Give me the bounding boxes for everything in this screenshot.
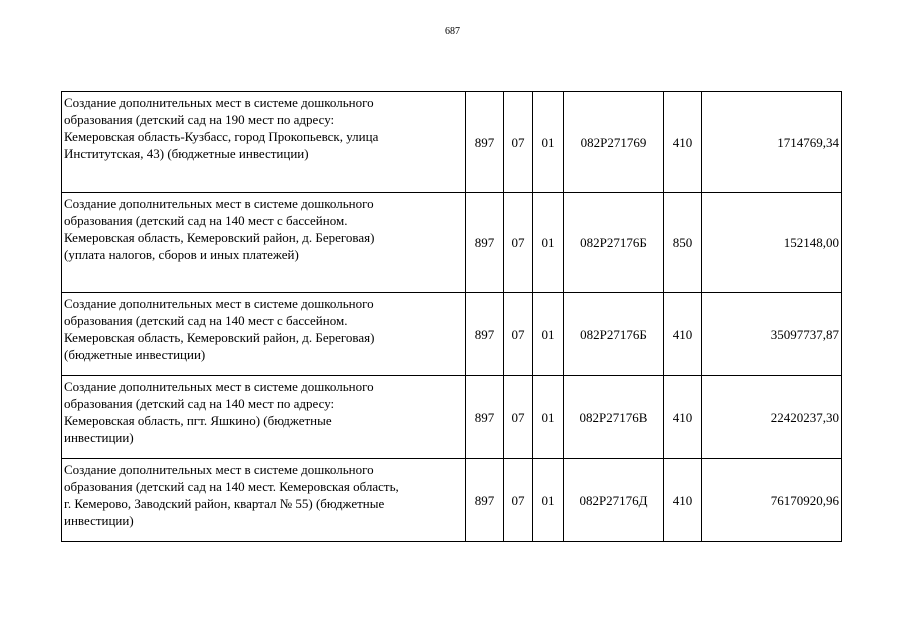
expense-type-cell: 410 <box>664 92 702 193</box>
description-line: Кемеровская область-Кузбасс, город Прокопьевск, улица <box>64 129 379 144</box>
table-row <box>62 459 842 542</box>
amount-cell: 22420237,30 <box>702 376 842 459</box>
expense-type-cell: 410 <box>664 293 702 376</box>
grbs-cell: 897 <box>466 193 504 293</box>
target-article-cell: 082P27176Б <box>564 293 664 376</box>
expense-type-cell: 410 <box>664 459 702 542</box>
description-line: Создание дополнительных мест в системе дошкольного <box>64 462 374 477</box>
description-cell <box>62 293 466 376</box>
amount-cell: 35097737,87 <box>702 293 842 376</box>
section-cell: 07 <box>504 376 533 459</box>
amount-cell: 152148,00 <box>702 193 842 293</box>
subsection-cell: 01 <box>533 376 564 459</box>
subsection-cell: 01 <box>533 92 564 193</box>
grbs-cell: 897 <box>466 92 504 193</box>
table-row <box>62 92 842 193</box>
description-line: Создание дополнительных мест в системе дошкольного <box>64 379 374 394</box>
description-cell <box>62 92 466 193</box>
target-article-cell: 082P271769 <box>564 92 664 193</box>
grbs-cell: 897 <box>466 376 504 459</box>
budget-table <box>61 91 842 542</box>
grbs-cell: 897 <box>466 293 504 376</box>
description-line: Создание дополнительных мест в системе дошкольного <box>64 296 374 311</box>
expense-type-cell: 850 <box>664 193 702 293</box>
target-article-cell: 082P27176Д <box>564 459 664 542</box>
description-cell <box>62 459 466 542</box>
description-line: г. Кемерово, Заводский район, квартал № 55) (бюджетные <box>64 496 385 511</box>
section-cell: 07 <box>504 459 533 542</box>
section-cell: 07 <box>504 92 533 193</box>
description-line: образования (детский сад на 190 мест по адресу: <box>64 112 335 127</box>
table-row <box>62 293 842 376</box>
description-line: инвестиции) <box>64 513 134 528</box>
expense-type-cell: 410 <box>664 376 702 459</box>
description-line: образования (детский сад на 140 мест. Кемеровская область, <box>64 479 399 494</box>
description-line: Кемеровская область, пгт. Яшкино) (бюджетные <box>64 413 332 428</box>
description-line: инвестиции) <box>64 430 134 445</box>
description-cell <box>62 376 466 459</box>
description-cell <box>62 193 466 293</box>
section-cell: 07 <box>504 293 533 376</box>
target-article-cell: 082P27176В <box>564 376 664 459</box>
section-cell: 07 <box>504 193 533 293</box>
description-line: образования (детский сад на 140 мест по адресу: <box>64 396 335 411</box>
target-article-cell: 082P27176Б <box>564 193 664 293</box>
table-row <box>62 193 842 293</box>
description-line: (бюджетные инвестиции) <box>64 347 206 362</box>
grbs-cell: 897 <box>466 459 504 542</box>
amount-cell: 1714769,34 <box>702 92 842 193</box>
description-line: Создание дополнительных мест в системе дошкольного <box>64 196 374 211</box>
description-line: Кемеровская область, Кемеровский район, д. Береговая) <box>64 330 375 345</box>
subsection-cell: 01 <box>533 193 564 293</box>
description-line: образования (детский сад на 140 мест с бассейном. <box>64 313 348 328</box>
description-line: Кемеровская область, Кемеровский район, д. Береговая) <box>64 230 375 245</box>
description-line: (уплата налогов, сборов и иных платежей) <box>64 247 299 262</box>
amount-cell: 76170920,96 <box>702 459 842 542</box>
description-line: Создание дополнительных мест в системе дошкольного <box>64 95 374 110</box>
description-line: Институтская, 43) (бюджетные инвестиции) <box>64 146 309 161</box>
description-line: образования (детский сад на 140 мест с бассейном. <box>64 213 348 228</box>
subsection-cell: 01 <box>533 293 564 376</box>
subsection-cell: 01 <box>533 459 564 542</box>
table-row <box>62 376 842 459</box>
page-number: 687 <box>445 26 460 37</box>
